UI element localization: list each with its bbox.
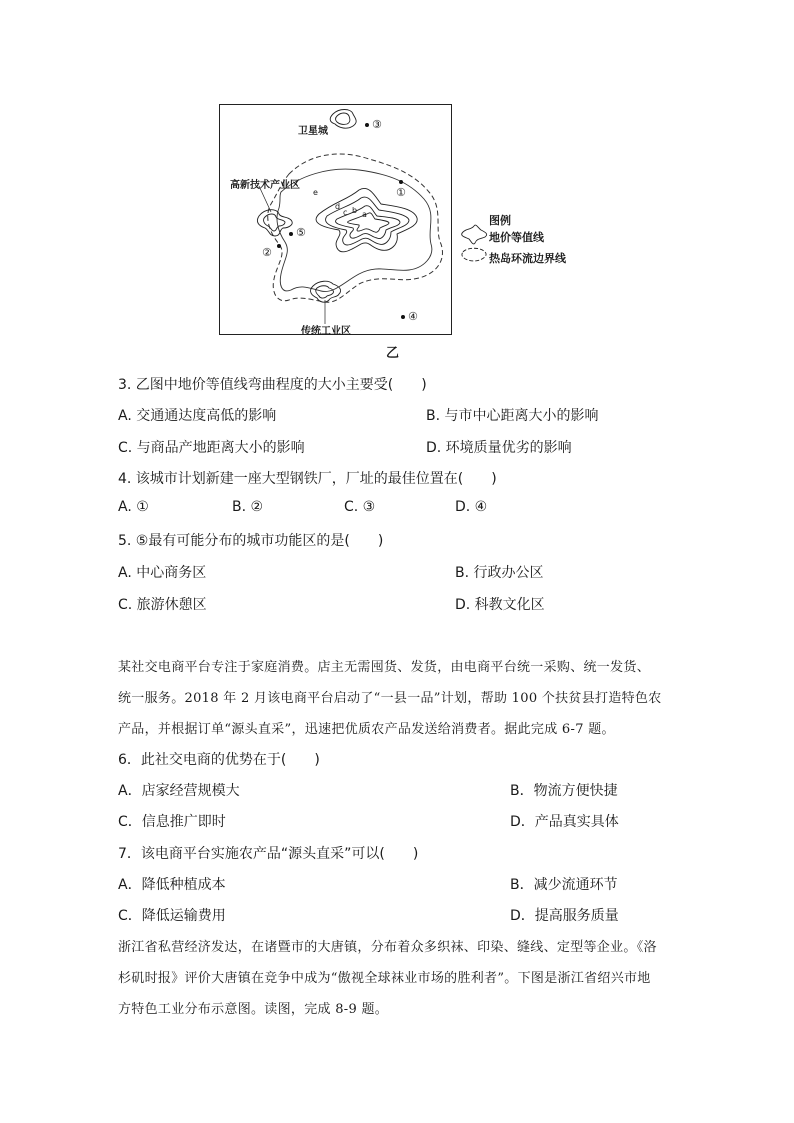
passage-1-line-1: 某社交电商平台专注于家庭消费。店主无需囤货、发货，由电商平台统一采购、统一发货、 [118, 660, 651, 675]
question-6-option-c[interactable]: C．信息推广即时 [118, 814, 226, 830]
question-7-option-c[interactable]: C．降低运输费用 [118, 908, 226, 924]
passage-1-line-2: 统一服务。2018 年 2 月该电商平台启动了“一县一品”计划，帮助 100 个扶贫县打造特色农 [118, 691, 662, 706]
question-6-option-b[interactable]: B．物流方便快捷 [510, 783, 618, 799]
question-7-option-a[interactable]: A．降低种植成本 [118, 877, 226, 893]
question-6-stem: 6．此社交电商的优势在于( ) [118, 752, 320, 768]
hitech-zone-label: 高新技术产业区 [230, 180, 300, 191]
passage-2-line-3: 方特色工业分布示意图。读图，完成 8-9 题。 [118, 1002, 389, 1017]
land-price-contour [336, 113, 350, 124]
legend-contour-label: 地价等值线 [489, 231, 544, 244]
point-2-label: ② [262, 246, 272, 259]
question-7-stem: 7．该电商平台实施农产品“源头直采”可以( ) [118, 846, 419, 862]
land-price-contour [316, 286, 334, 298]
question-7-option-b[interactable]: B．减少流通环节 [510, 877, 618, 893]
question-5-option-a[interactable]: A. 中心商务区 [118, 565, 207, 581]
legend-title: 图例 [489, 214, 511, 227]
letter-b: b [352, 206, 358, 215]
question-3-stem: 3. 乙图中地价等值线弯曲程度的大小主要受( ) [118, 377, 427, 393]
point-5-dot [289, 232, 293, 236]
question-4-option-b[interactable]: B. ② [232, 499, 264, 515]
passage-1-line-3: 产品，并根据订单“源头直采”，迅速把优质农产品发送给消费者。据此完成 6-7 题。 [118, 722, 615, 737]
question-4-option-d[interactable]: D. ④ [455, 499, 488, 515]
point-5-label: ⑤ [296, 226, 306, 239]
traditional-industry-label: 传统工业区 [301, 326, 351, 337]
question-6-option-a[interactable]: A．店家经营规模大 [118, 783, 240, 799]
land-price-contour [330, 110, 356, 129]
question-6-option-d[interactable]: D．产品真实具体 [510, 814, 619, 830]
point-1-dot [399, 180, 403, 184]
point-3-dot [365, 123, 369, 127]
question-4-option-c[interactable]: C. ③ [344, 499, 376, 515]
question-5-option-c[interactable]: C. 旅游休憩区 [118, 597, 207, 613]
letter-d: d [335, 202, 341, 211]
legend-heat-island-label: 热岛环流边界线 [489, 252, 566, 265]
letter-a: a [362, 210, 367, 219]
question-5-option-b[interactable]: B. 行政办公区 [455, 565, 544, 581]
letter-c: c [343, 208, 348, 217]
question-5-option-d[interactable]: D. 科教文化区 [455, 597, 545, 613]
point-3-label: ③ [372, 118, 382, 131]
legend-heat-island-icon [462, 248, 486, 261]
figure-caption: 乙 [386, 346, 400, 361]
point-2-dot [277, 244, 281, 248]
question-3-option-c[interactable]: C. 与商品产地距离大小的影响 [118, 440, 305, 456]
question-3-option-a[interactable]: A. 交通通达度高低的影响 [118, 408, 277, 424]
point-4-dot [401, 315, 405, 319]
passage-2-line-1: 浙江省私营经济发达，在诸暨市的大唐镇，分布着众多织袜、印染、缝线、定型等企业。《洛 [118, 940, 657, 955]
land-price-contour [257, 210, 292, 236]
question-4-stem: 4. 该城市计划新建一座大型钢铁厂，厂址的最佳位置在( ) [118, 471, 497, 487]
point-1-label: ① [396, 186, 406, 199]
question-3-option-d[interactable]: D. 环境质量优劣的影响 [426, 440, 572, 456]
passage-2-line-2: 杉矶时报》评价大唐镇在竞争中成为“傲视全球袜业市场的胜利者”。下图是浙江省绍兴市地 [118, 971, 651, 986]
land-price-contour [348, 213, 389, 232]
question-3-option-b[interactable]: B. 与市中心距离大小的影响 [426, 408, 599, 424]
legend-contour-icon [462, 225, 487, 244]
letter-e: e [313, 188, 318, 197]
question-4-option-a[interactable]: A. ① [118, 499, 149, 515]
point-4-label: ④ [408, 310, 418, 323]
question-7-option-d[interactable]: D．提高服务质量 [510, 908, 619, 924]
satellite-town-label: 卫星城 [298, 126, 328, 137]
question-5-stem: 5. ⑤最有可能分布的城市功能区的是( ) [118, 533, 384, 549]
